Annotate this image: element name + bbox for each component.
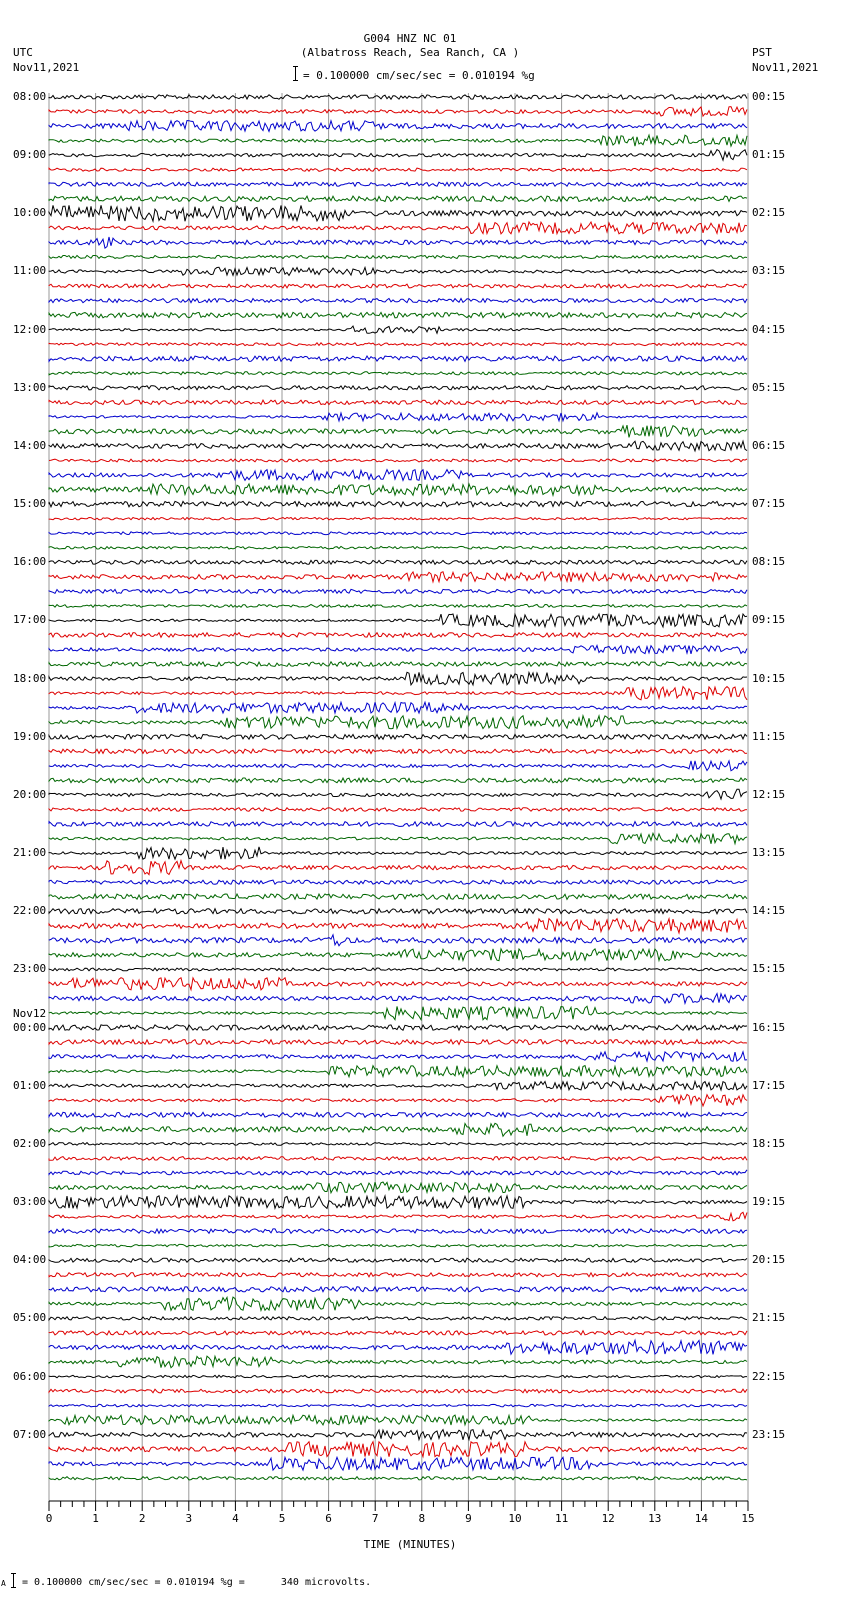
trace-row-49: [49, 808, 747, 812]
pst-hour-label: 10:15: [752, 671, 786, 685]
trace-row-52: [49, 847, 747, 859]
trace-row-5: [49, 168, 747, 171]
trace-row-55: [49, 894, 747, 899]
trace-row-67: [49, 1066, 747, 1077]
pst-hour-label: 09:15: [752, 613, 786, 627]
pst-hour-label: 03:15: [752, 264, 786, 278]
trace-row-29: [49, 518, 747, 520]
left-timezone: UTC: [13, 46, 33, 59]
trace-row-42: [49, 702, 747, 713]
right-date: Nov11,2021: [752, 61, 819, 74]
trace-row-7: [49, 196, 747, 201]
trace-row-43: [49, 716, 747, 729]
pst-hour-label: 06:15: [752, 438, 786, 452]
utc-hour-label: 12:00: [13, 322, 47, 336]
utc-hour-label: 14:00: [13, 438, 47, 452]
scale-bar-top: [293, 66, 298, 67]
utc-hour-label: 15:00: [13, 497, 47, 511]
trace-row-40: [49, 672, 747, 685]
footer-scale-top: [11, 1573, 16, 1574]
trace-row-71: [49, 1123, 747, 1136]
trace-row-22: [49, 413, 747, 421]
trace-row-82: [49, 1287, 747, 1292]
utc-hour-label: 03:00: [13, 1195, 47, 1209]
trace-row-62: [49, 994, 747, 1004]
trace-row-27: [49, 484, 747, 495]
trace-row-70: [49, 1112, 747, 1117]
trace-row-15: [49, 312, 747, 317]
utc-hour-label: 04:00: [13, 1253, 47, 1267]
trace-row-54: [49, 880, 747, 884]
x-tick-label: 13: [648, 1512, 662, 1525]
footer-scale-bar-icon: [13, 1573, 14, 1587]
trace-row-94: [49, 1457, 747, 1470]
trace-row-90: [49, 1404, 747, 1407]
utc-hour-label: 07:00: [13, 1427, 47, 1441]
time-axis: [46, 1501, 755, 1525]
seismic-traces: [49, 95, 747, 1480]
utc-hour-label: 10:00: [13, 206, 47, 220]
trace-row-3: [49, 135, 747, 146]
trace-row-30: [49, 532, 747, 535]
trace-row-14: [49, 299, 747, 303]
pst-hour-label: 19:15: [752, 1195, 786, 1209]
trace-row-87: [49, 1356, 747, 1368]
x-tick-label: 5: [278, 1512, 286, 1525]
x-axis-title: TIME (MINUTES): [363, 1538, 457, 1551]
trace-row-6: [49, 182, 747, 186]
trace-row-11: [49, 255, 747, 258]
trace-row-66: [49, 1052, 747, 1062]
utc-hour-label: 21:00: [13, 846, 47, 860]
trace-row-79: [49, 1244, 747, 1247]
trace-row-8: [49, 205, 747, 221]
pst-hour-label: 01:15: [752, 148, 786, 162]
trace-row-9: [49, 222, 747, 234]
pst-hour-label: 08:15: [752, 555, 786, 569]
trace-row-4: [49, 150, 747, 161]
x-tick-label: 15: [741, 1512, 755, 1525]
trace-row-13: [49, 284, 747, 288]
trace-row-64: [49, 1025, 747, 1030]
utc-hour-label: 13:00: [13, 380, 47, 394]
x-tick-label: 12: [601, 1512, 615, 1525]
scale-bar-icon: [295, 66, 296, 80]
x-tick-label: 8: [418, 1512, 426, 1525]
trace-row-75: [49, 1182, 747, 1193]
trace-row-74: [49, 1170, 747, 1175]
trace-row-21: [49, 400, 747, 405]
trace-row-26: [49, 470, 747, 481]
trace-row-37: [49, 633, 747, 638]
x-tick-label: 6: [325, 1512, 332, 1525]
trace-row-41: [49, 687, 747, 700]
station-title: G004 HNZ NC 01: [363, 32, 457, 45]
trace-row-58: [49, 935, 747, 946]
trace-row-72: [49, 1143, 747, 1146]
x-tick-label: 7: [371, 1512, 379, 1525]
right-timezone: PST: [752, 46, 772, 59]
pst-hour-label: 12:15: [752, 787, 786, 801]
utc-hour-label: 11:00: [13, 264, 47, 278]
trace-row-77: [49, 1212, 747, 1221]
footer-scale-bottom: [11, 1587, 16, 1588]
trace-row-81: [49, 1273, 747, 1277]
trace-row-28: [49, 501, 747, 506]
pst-hour-label: 16:15: [752, 1020, 786, 1034]
trace-row-78: [49, 1229, 747, 1234]
utc-hour-label: 08:00: [13, 90, 47, 103]
x-tick-label: 3: [185, 1512, 193, 1525]
utc-hour-label: 01:00: [13, 1078, 47, 1092]
pst-hour-label: 00:15: [752, 90, 786, 103]
trace-row-92: [49, 1430, 747, 1440]
trace-row-57: [49, 919, 747, 933]
trace-row-83: [49, 1297, 747, 1310]
trace-row-68: [49, 1082, 747, 1091]
trace-row-18: [49, 356, 747, 361]
trace-row-61: [49, 978, 747, 990]
x-tick-label: 0: [45, 1512, 53, 1525]
trace-row-59: [49, 949, 747, 961]
x-tick-label: 1: [92, 1512, 99, 1525]
utc-hour-label: 23:00: [13, 962, 47, 976]
pst-hour-label: 23:15: [752, 1427, 786, 1441]
trace-row-48: [49, 789, 747, 799]
x-tick-label: 14: [694, 1512, 709, 1525]
trace-row-63: [49, 1006, 747, 1019]
trace-row-25: [49, 459, 747, 462]
trace-row-85: [49, 1331, 747, 1335]
pst-hour-label: 13:15: [752, 846, 786, 860]
trace-row-12: [49, 267, 747, 275]
pst-hour-label: 14:15: [752, 904, 786, 918]
utc-hour-label: 17:00: [13, 613, 47, 627]
x-tick-label: 10: [508, 1512, 522, 1525]
trace-row-10: [49, 237, 747, 248]
pst-hour-label: 17:15: [752, 1078, 786, 1092]
trace-row-51: [49, 833, 747, 844]
pst-hour-label: 04:15: [752, 322, 786, 336]
trace-row-76: [49, 1196, 747, 1209]
pst-hour-label: 02:15: [752, 206, 786, 220]
trace-row-46: [49, 761, 747, 771]
pst-hour-label: 07:15: [752, 497, 786, 511]
utc-hour-label: 00:00: [13, 1020, 47, 1034]
utc-hour-label: 19:00: [13, 729, 47, 743]
trace-row-65: [49, 1040, 747, 1045]
utc-hour-label: 16:00: [13, 555, 47, 569]
trace-row-2: [49, 121, 747, 132]
trace-row-0: [49, 95, 747, 99]
trace-row-91: [49, 1415, 747, 1425]
utc-hour-label: 05:00: [13, 1311, 47, 1325]
trace-row-88: [49, 1375, 747, 1377]
pst-hour-label: 20:15: [752, 1253, 786, 1267]
trace-row-39: [49, 662, 747, 667]
footer-marker: A: [1, 1579, 6, 1588]
footer-scale-note: = 0.100000 cm/sec/sec = 0.010194 %g = 340 microvolts.: [22, 1577, 372, 1588]
date-change-label: Nov12: [13, 1006, 47, 1020]
trace-row-53: [49, 861, 747, 875]
trace-row-69: [49, 1094, 747, 1106]
trace-row-93: [49, 1442, 747, 1457]
x-tick-label: 11: [554, 1512, 569, 1525]
trace-row-23: [49, 425, 747, 437]
x-tick-label: 2: [138, 1512, 146, 1525]
trace-row-45: [49, 749, 747, 753]
trace-row-86: [49, 1340, 747, 1354]
trace-row-73: [49, 1157, 747, 1161]
utc-hour-label: 20:00: [13, 787, 47, 801]
trace-row-33: [49, 572, 747, 582]
utc-hour-label: 18:00: [13, 671, 47, 685]
scale-bar-bottom: [293, 80, 298, 81]
utc-hour-label: 09:00: [13, 148, 47, 162]
trace-row-31: [49, 546, 747, 549]
trace-row-1: [49, 107, 747, 116]
trace-row-35: [49, 605, 747, 608]
trace-row-16: [49, 326, 747, 333]
trace-row-47: [49, 778, 747, 783]
left-date: Nov11,2021: [13, 61, 80, 74]
x-tick-label: 9: [465, 1512, 472, 1525]
utc-hour-label: 06:00: [13, 1369, 47, 1383]
trace-row-32: [49, 560, 747, 564]
pst-hour-label: 05:15: [752, 380, 786, 394]
pst-hour-label: 18:15: [752, 1136, 786, 1150]
pst-hour-label: 11:15: [752, 729, 786, 743]
utc-hour-label: 02:00: [13, 1136, 47, 1150]
trace-row-50: [49, 822, 747, 827]
trace-row-20: [49, 386, 747, 390]
trace-row-19: [49, 372, 747, 375]
trace-row-84: [49, 1317, 747, 1320]
trace-row-24: [49, 441, 747, 451]
utc-hour-label: 22:00: [13, 904, 47, 918]
pst-hour-label: 15:15: [752, 962, 786, 976]
trace-row-80: [49, 1258, 747, 1262]
trace-row-60: [49, 968, 747, 971]
trace-row-34: [49, 589, 747, 593]
trace-row-89: [49, 1389, 747, 1393]
x-tick-label: 4: [232, 1512, 239, 1525]
trace-row-36: [49, 614, 747, 627]
pst-hour-label: 22:15: [752, 1369, 786, 1383]
trace-row-17: [49, 343, 747, 346]
pst-hour-label: 21:15: [752, 1311, 786, 1325]
trace-row-95: [49, 1477, 747, 1480]
station-location: (Albatross Reach, Sea Ranch, CA ): [300, 46, 520, 59]
scale-text: = 0.100000 cm/sec/sec = 0.010194 %g: [303, 69, 535, 82]
trace-row-38: [49, 645, 747, 654]
trace-row-56: [49, 909, 747, 914]
trace-row-44: [49, 734, 747, 739]
